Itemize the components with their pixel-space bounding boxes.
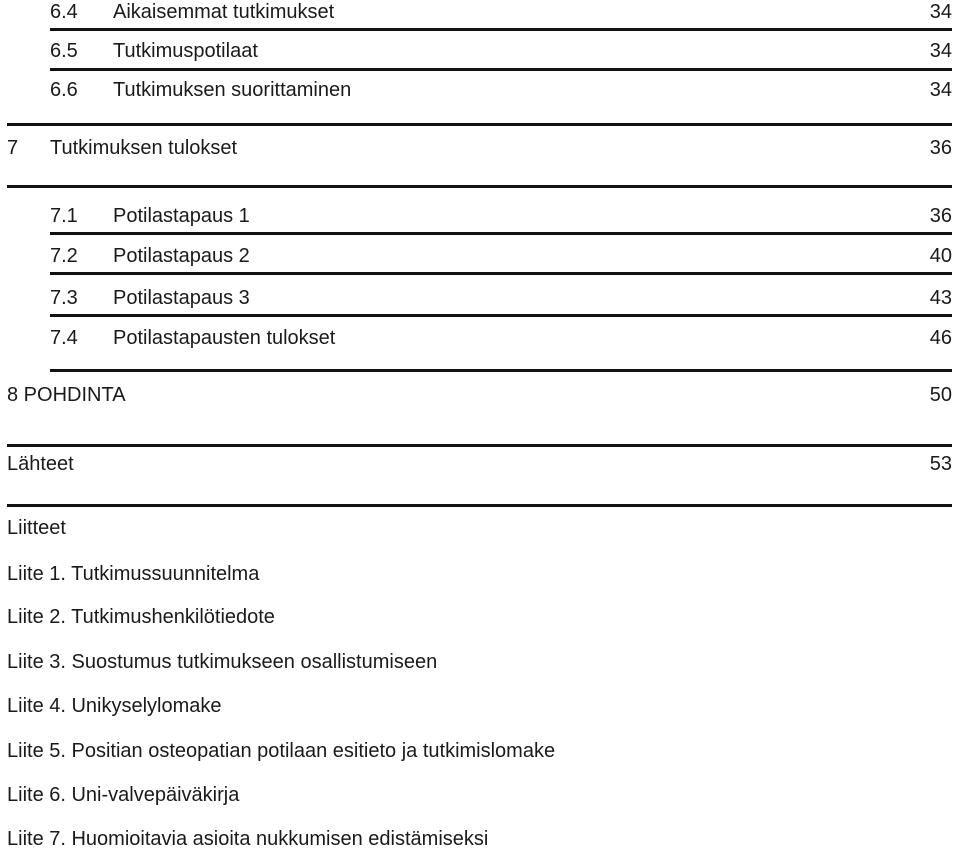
toc-rule	[7, 123, 952, 126]
toc-title: Lähteet	[7, 453, 74, 475]
toc-rule	[50, 314, 952, 317]
toc-row-7-2	[0, 241, 952, 271]
toc-title: 8 POHDINTA	[7, 384, 126, 406]
toc-title: Tutkimuspotilaat	[113, 40, 258, 62]
toc-row-7	[0, 133, 952, 163]
toc-rule	[50, 369, 952, 372]
toc-row-6-6	[0, 75, 952, 105]
appendix-item: Liite 6. Uni-valvepäiväkirja	[7, 784, 240, 806]
toc-rule	[50, 68, 952, 71]
toc-row-7-1	[0, 201, 952, 231]
toc-number: 7.3	[50, 287, 78, 309]
toc-title: Tutkimuksen tulokset	[50, 137, 238, 159]
toc-number: 7	[7, 137, 19, 159]
appendix-item: Liite 2. Tutkimushenkilötiedote	[7, 606, 275, 628]
toc-page: 53	[929, 453, 952, 475]
toc-row-6-5	[0, 36, 952, 66]
toc-page: 36	[929, 205, 952, 227]
appendices-heading: Liitteet	[7, 517, 66, 539]
toc-title: Potilastapaus 2	[113, 245, 250, 267]
toc-row-7-3	[0, 283, 952, 313]
toc-rule	[50, 28, 952, 31]
toc-title: Potilastapaus 1	[113, 205, 250, 227]
appendix-item: Liite 7. Huomioitavia asioita nukkumisen edistämiseksi	[7, 828, 489, 850]
toc-page: 34	[929, 1, 952, 23]
toc-page: 46	[929, 327, 952, 349]
toc-title: Potilastapaus 3	[113, 287, 250, 309]
toc-rule	[50, 232, 952, 235]
toc-row-6-4	[0, 0, 952, 27]
toc-row-7-4	[0, 323, 952, 353]
toc-number: 7.1	[50, 205, 78, 227]
toc-number: 6.4	[50, 1, 78, 23]
toc-rule	[7, 504, 952, 507]
toc-rule	[7, 185, 952, 188]
toc-page: 40	[929, 245, 952, 267]
appendix-item: Liite 5. Positian osteopatian potilaan esitieto ja tutkimislomake	[7, 740, 556, 762]
toc-number: 7.4	[50, 327, 78, 349]
toc-row-pohdinta	[0, 380, 952, 410]
toc-title: Aikaisemmat tutkimukset	[113, 1, 335, 23]
toc-page: 34	[929, 40, 952, 62]
toc-page: 34	[929, 79, 952, 101]
appendix-item: Liite 1. Tutkimussuunnitelma	[7, 563, 260, 585]
toc-number: 7.2	[50, 245, 78, 267]
toc-title: Potilastapausten tulokset	[113, 327, 336, 349]
toc-title: Tutkimuksen suorittaminen	[113, 79, 352, 101]
toc-page: 43	[929, 287, 952, 309]
toc-number: 6.5	[50, 40, 78, 62]
toc-page: 50	[929, 384, 952, 406]
toc-rule	[7, 444, 952, 447]
toc-number: 6.6	[50, 79, 78, 101]
appendix-item: Liite 3. Suostumus tutkimukseen osallistumiseen	[7, 651, 438, 673]
toc-page: 36	[929, 137, 952, 159]
appendix-item: Liite 4. Unikyselylomake	[7, 695, 222, 717]
toc-row-lahteet	[0, 449, 952, 479]
toc-rule	[50, 272, 952, 275]
